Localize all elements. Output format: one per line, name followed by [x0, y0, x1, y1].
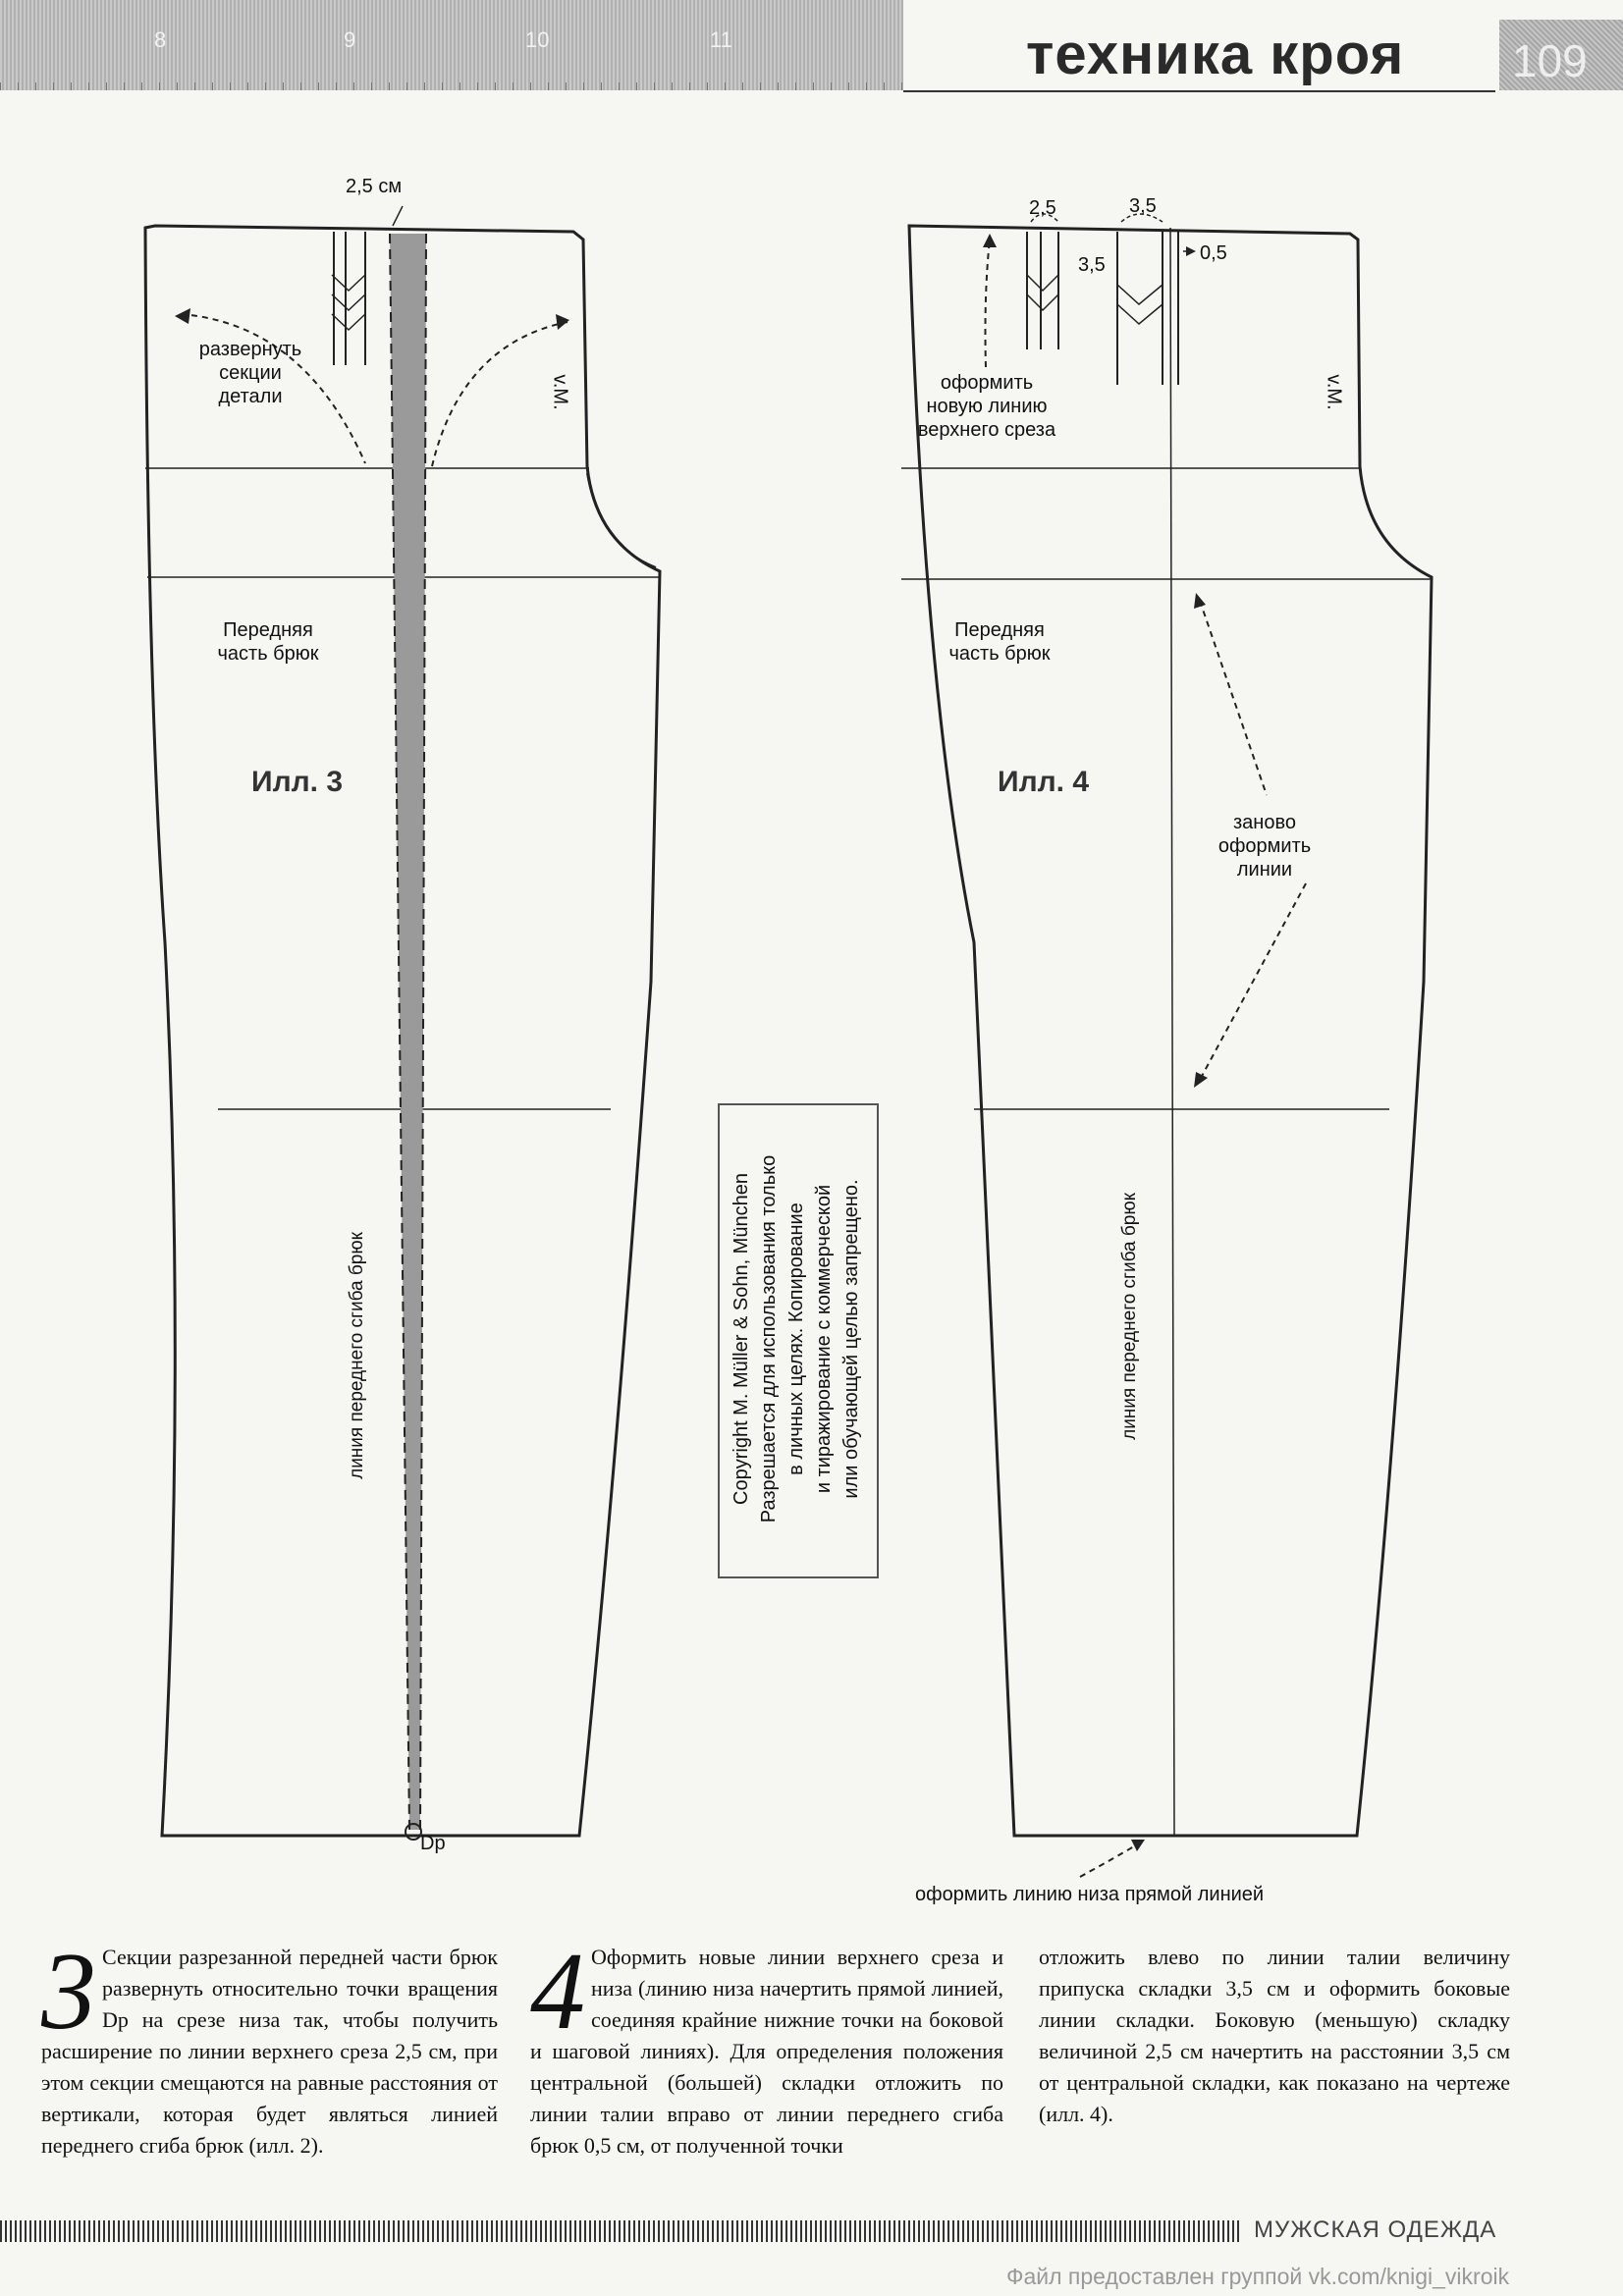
ill4-part-label: Передняя часть брюк [948, 619, 1051, 665]
paragraph: Секции разрезанной передней части брюк развернуть относительно точки вращения Dp на срезе низа так, чтобы получить расширение по линии верхнего среза 2,5 см, при этом секции смещаются на равные расстояния от вертикали, которая будет являться линией переднего сгиба брюк (илл. 2). [41, 1945, 498, 2158]
ill3-title: Илл. 3 [251, 766, 344, 798]
paragraph: отложить влево по линии талии величину припуска складки 3,5 см и оформить боковые линии складки. Боковую (меньшую) складку величиной 2,5 см начертить на расстоянии 3,5 см от центральной складки, как показано на чертеже (илл. 4). [1039, 1945, 1510, 2126]
ill4-vm-label: v.M. [1323, 374, 1345, 410]
paragraph: Оформить новые линии верхнего среза и низа (линию низа начертить прямой линией, соединяя крайние нижние точки на боковой и шаговой линиях). Для определения положения центральной (большей) складки отложить по линии талии вправо от линии переднего сгиба брюк 0,5 см, от полученной точки [530, 1945, 1003, 2158]
ill4-dim-label: 0,5 [1200, 242, 1227, 264]
ill3-crease-label: линия переднего сгиба брюк [346, 1232, 367, 1479]
text-column-1 [41, 1931, 498, 2162]
text-column-3 [1039, 1942, 1510, 2130]
ill3-rotate-note: развернуть секции детали [198, 339, 302, 407]
ill4-crease-label: линия переднего сгиба брюк [1118, 1193, 1140, 1440]
footer-barcode [0, 2220, 1242, 2242]
footer-credit: Файл предоставлен группой vk.com/knigi_vikroik [1006, 2264, 1510, 2289]
footer-section-label: МУЖСКАЯ ОДЕЖДА [1254, 2216, 1497, 2243]
ill4-dim-label: 3,5 [1129, 195, 1157, 217]
drop-cap: 4 [530, 1931, 585, 2053]
text-column-2 [530, 1931, 1003, 2162]
copyright-text: Copyright M. Müller & Sohn, München Разрешается для использования только в личных целях. Копирование и тиражирование с коммерческой или обучающей целью запрещено. [730, 1154, 862, 1523]
ill4-redraw-note: заново оформить линии [1217, 812, 1312, 881]
ruler-number: 10 [525, 27, 550, 52]
ruler-number: 9 [344, 27, 356, 52]
ill4-waist-note: оформить новую линию верхнего среза [917, 372, 1056, 441]
drop-cap: 3 [41, 1931, 96, 2053]
ruler-number: 11 [710, 27, 732, 52]
ruler-number: 8 [154, 27, 167, 52]
ill4-title: Илл. 4 [998, 766, 1090, 798]
page-number: 109 [1512, 35, 1588, 86]
ill4-dim-label: 2,5 [1029, 197, 1056, 219]
page-title: техника кроя [1026, 23, 1405, 86]
ill3-part-label: Передняя часть брюк [217, 619, 319, 665]
ill4-hem-note: оформить линию низа прямой линией [915, 1884, 1265, 1905]
ill3-vm-label: v.M. [549, 374, 571, 410]
ill3-drawing [145, 206, 660, 1840]
ill3-pivot-label: Dp [420, 1833, 446, 1854]
ill4-drawing [901, 214, 1432, 1877]
ill3-dimension-label: 2,5 см [346, 176, 403, 197]
ill4-dim-label: 3,5 [1078, 254, 1106, 276]
